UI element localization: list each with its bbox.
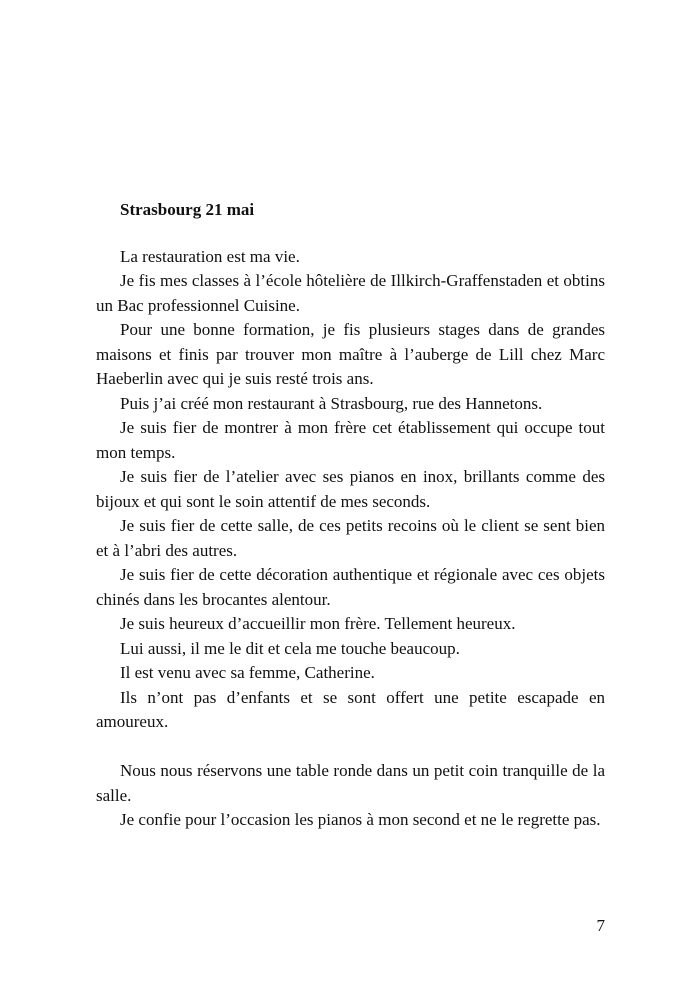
paragraph-5: Je suis fier de montrer à mon frère cet établissement qui occupe tout mon temps. — [96, 418, 605, 462]
paragraph-8: Je suis fier de cette décoration authentique et régionale avec ces objets chinés dans les brocantes alentour. — [96, 565, 605, 609]
paragraph-7: Je suis fier de cette salle, de ces petits recoins où le client se sent bien et à l’abri des autres. — [96, 516, 605, 560]
paragraph-6: Je suis fier de l’atelier avec ses pianos en inox, brillants comme des bijoux et qui sont le soin attentif de mes seconds. — [96, 467, 605, 511]
paragraph-4: Puis j’ai créé mon restaurant à Strasbourg, rue des Hannetons. — [120, 393, 543, 413]
paragraph-14: Je confie pour l’occasion les pianos à mon second et ne le regrette pas. — [120, 810, 601, 829]
paragraph-12: Ils n’ont pas d’enfants et se sont offert une petite escapade en amoureux. — [96, 687, 605, 731]
paragraph-10: Lui aussi, il me le dit et cela me touche beaucoup. — [120, 638, 460, 658]
page-body — [96, 198, 605, 833]
paragraph-1: La restauration est ma vie. — [120, 246, 300, 266]
paragraph-13: Nous nous réservons une table ronde dans un petit coin tranquille de la salle. — [96, 761, 605, 805]
page-number: 7 — [596, 916, 605, 935]
paragraph-11: Il est venu avec sa femme, Catherine. — [120, 663, 375, 682]
paragraph-2: Je fis mes classes à l’école hôtelière de Illkirch-Graffenstaden et obtins un Bac professionnel Cuisine. — [96, 271, 605, 315]
entry-heading: Strasbourg 21 mai — [120, 200, 255, 219]
paragraph-3: Pour une bonne formation, je fis plusieurs stages dans de grandes maisons et finis par trouver mon maître à l’auberge de Lill chez Marc Haeberlin avec qui je suis resté trois ans. — [96, 320, 605, 388]
section-break — [96, 735, 605, 760]
paragraph-9: Je suis heureux d’accueillir mon frère. Tellement heureux. — [120, 614, 516, 633]
